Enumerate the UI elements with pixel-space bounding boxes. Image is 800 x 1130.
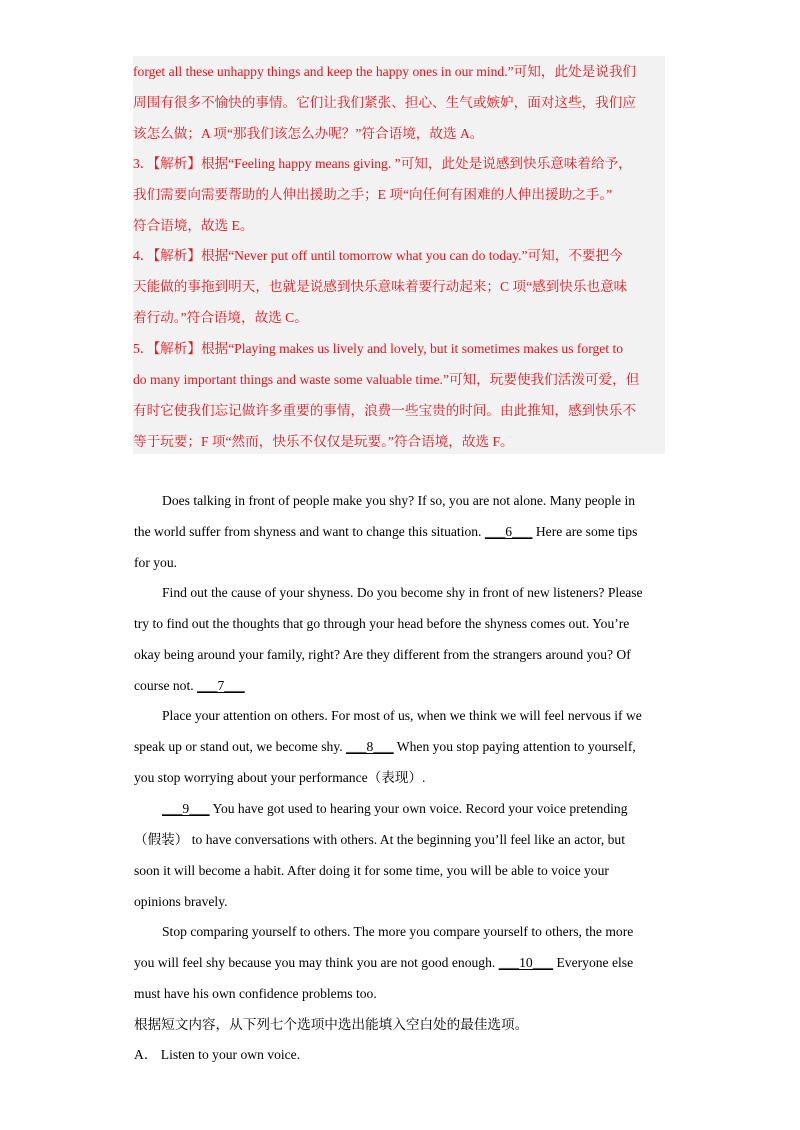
passage-text: You have got used to hearing your own voice. Record your voice pretending — [212, 801, 628, 816]
passage-text: speak up or stand out, we become shy. — [134, 739, 343, 754]
passage-line — [134, 737, 636, 757]
passage-line: try to find out the thoughts that go through your head before the shyness comes out. You’re — [134, 616, 630, 631]
passage-text: Here are some tips — [535, 524, 638, 539]
analysis-line: 天能做的事拖到明天，也就是说感到快乐意味着要行动起来；C 项“感到快乐也意味 — [133, 279, 628, 294]
analysis-line: forget all these unhappy things and keep the happy ones in our mind.”可知，此处是说我们 — [133, 64, 637, 79]
passage-line — [134, 676, 245, 696]
passage-line: opinions bravely. — [134, 894, 228, 909]
analysis-line: do many important things and waste some valuable time.”可知，玩要使我们活泼可爱，但 — [133, 372, 640, 387]
blank-8: ___8___ — [346, 739, 394, 754]
analysis-line: 有时它使我们忘记做许多重要的事情，浪费一些宝贵的时间。由此推知，感到快乐不 — [133, 403, 636, 418]
blank-7: ___7___ — [197, 678, 245, 693]
passage-text: the world suffer from shyness and want to change this situation. — [134, 524, 482, 539]
passage-text: you will feel shy because you may think you are not good enough. — [134, 955, 496, 970]
analysis-line: 4．【解析】根据“Never put off until tomorrow what you can do today.”可知，不要把今 — [133, 248, 623, 263]
passage-line: （假装） to have conversations with others. At the beginning you’ll feel like an actor, but — [134, 832, 625, 847]
analysis-line: 该怎么做；A 项“那我们该怎么办呢？”符合语境，故选 A。 — [133, 126, 484, 141]
passage-line: must have his own confidence problems too. — [134, 986, 377, 1001]
blank-10: ___10___ — [498, 955, 554, 970]
analysis-line: 着行动。”符合语境，故选 C。 — [133, 310, 308, 325]
analysis-line: 符合语境，故选 E。 — [133, 218, 254, 233]
analysis-line: 5．【解析】根据“Playing makes us lively and lovely, but it sometimes makes us forget to — [133, 341, 624, 356]
passage-text: When you stop paying attention to yourself, — [396, 739, 636, 754]
passage-line — [134, 522, 637, 542]
blank-6: ___6___ — [484, 524, 533, 539]
instruction: 根据短文内容，从下列七个选项中选出能填入空白处的最佳选项。 — [134, 1017, 529, 1032]
option-a: A． Listen to your own voice. — [134, 1047, 301, 1062]
passage-line: Place your attention on others. For most of us, when we think we will feel nervous if we — [162, 708, 642, 723]
passage-line: soon it will become a habit. After doing it for some time, you will be able to voice your — [134, 863, 609, 878]
passage-line: Find out the cause of your shyness. Do you become shy in front of new listeners? Please — [162, 585, 643, 600]
passage-line: Does talking in front of people make you shy? If so, you are not alone. Many people in — [162, 493, 636, 508]
passage-line: for you. — [134, 555, 178, 570]
passage-line: Stop comparing yourself to others. The more you compare yourself to others, the more — [162, 924, 634, 939]
analysis-line: 3．【解析】根据“Feeling happy means giving. ”可知，此处是说感到快乐意味着给予， — [133, 156, 632, 171]
passage-text: course not. — [134, 678, 194, 693]
analysis-line: 等于玩要；F 项“然而，快乐不仅仅是玩要。”符合语境，故选 F。 — [133, 434, 514, 449]
passage-text: Everyone else — [556, 955, 634, 970]
analysis-line: 周围有很多不愉快的事情。它们让我们紧张、担心、生气或嫉妒，面对这些，我们应 — [133, 95, 636, 110]
blank-9: ___9___ — [162, 801, 210, 816]
passage-line: you stop worrying about your performance（表现）. — [134, 770, 426, 785]
analysis-line: 我们需要向需要帮助的人伸出援助之手；E 项“向任何有困难的人伸出援助之手。” — [133, 187, 613, 202]
passage-line — [162, 799, 628, 819]
passage-line — [134, 953, 633, 973]
passage-line: okay being around your family, right? Are they different from the strangers around you? Of — [134, 647, 631, 662]
